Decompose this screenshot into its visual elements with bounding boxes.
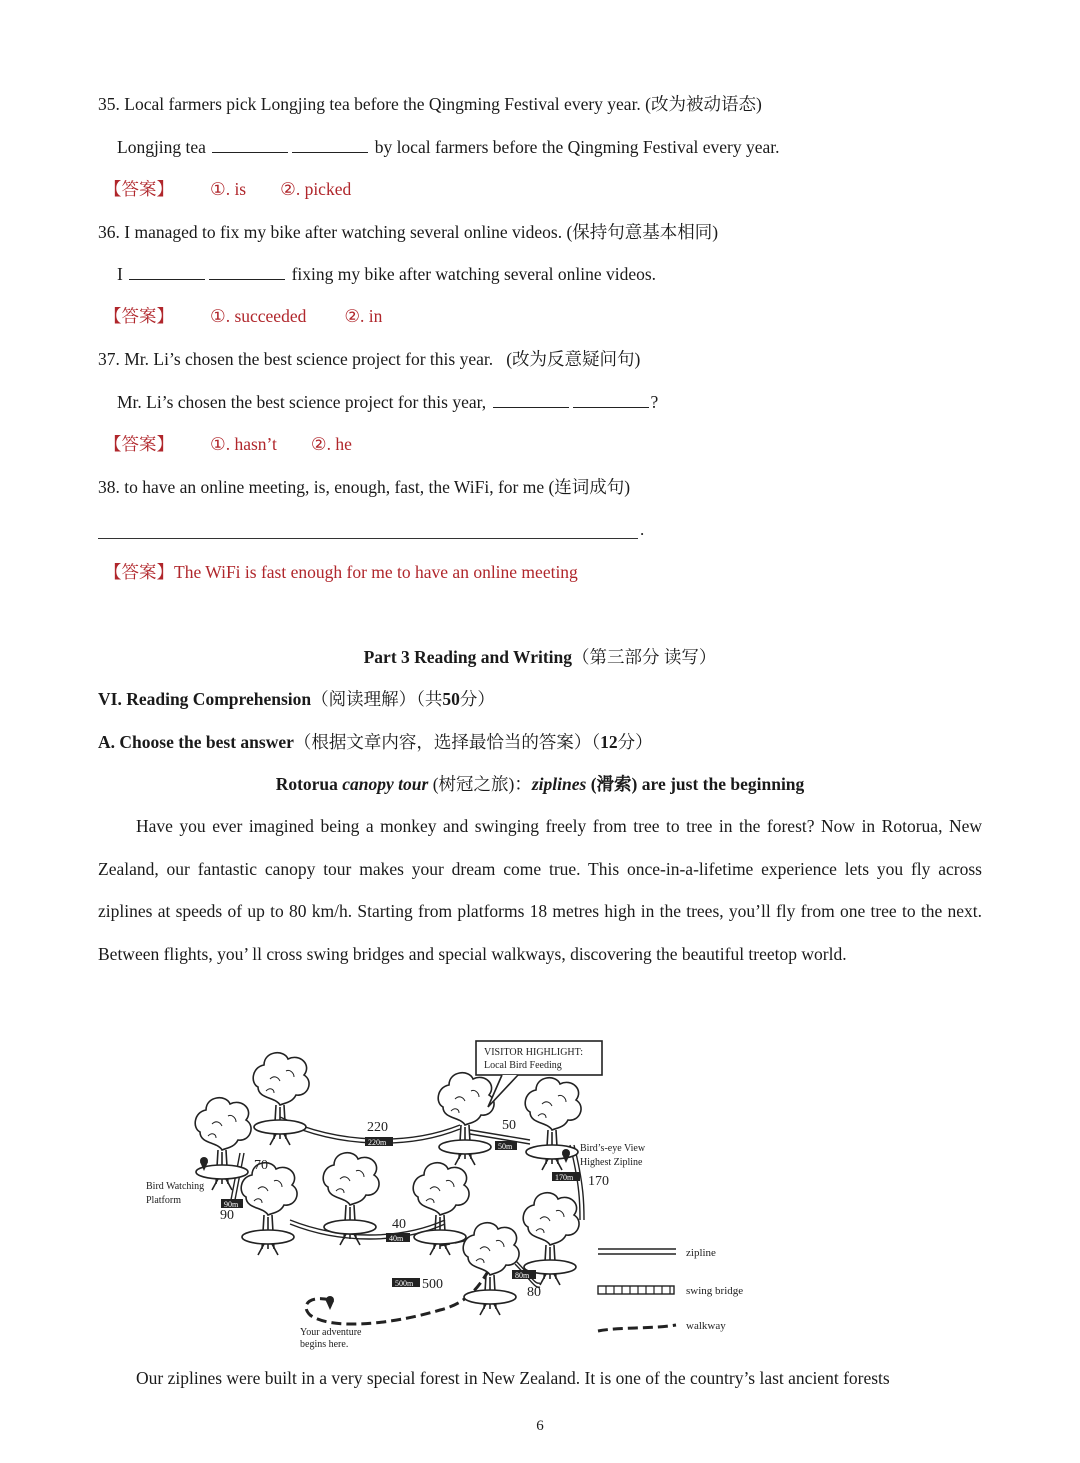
q35-blank-2[interactable]	[292, 136, 368, 153]
svg-text:VISITOR HIGHLIGHT:: VISITOR HIGHLIGHT:	[484, 1047, 584, 1058]
sectionA-unit: 分）	[617, 732, 653, 752]
article-title-2: canopy tour	[342, 774, 429, 794]
article-paragraph-2: Our ziplines were built in a very special forest in New Zealand. It is one of the country’s last ancient forests	[136, 1368, 890, 1388]
q37-answer-1: ①. hasn’t	[210, 434, 277, 454]
part3-title-en: Part 3 Reading and Writing	[363, 647, 573, 667]
tree-icon	[525, 1078, 581, 1170]
q38-question: 38. to have an online meeting, is, enough, fast, the WiFi, for me (连词成句)	[98, 477, 631, 497]
svg-text:220m: 220m	[368, 1138, 387, 1147]
walkway-path	[306, 1255, 500, 1324]
svg-text:Highest Zipline: Highest Zipline	[580, 1157, 643, 1168]
svg-text:50m: 50m	[498, 1142, 513, 1151]
q38-answer-line[interactable]	[98, 538, 638, 539]
svg-text:Platform: Platform	[146, 1195, 181, 1206]
svg-text:40m: 40m	[389, 1234, 404, 1243]
q37-prefix: Mr. Li’s chosen the best science project for this year,	[117, 392, 487, 412]
tree-icon	[241, 1163, 297, 1255]
q37-answer-2: ②. he	[310, 434, 352, 454]
q37-suffix: ?	[650, 392, 659, 412]
q37-fill-line	[117, 391, 658, 413]
tree-icon	[253, 1053, 309, 1145]
q36-question: 36. I managed to fix my bike after watching several online videos. (保持句意基本相同)	[98, 222, 719, 242]
tree-icon	[413, 1163, 469, 1255]
q37-blank-2[interactable]	[573, 391, 649, 408]
map-legend	[598, 1247, 743, 1332]
svg-text:170: 170	[588, 1174, 609, 1189]
part3-title-cn: （第三部分 读写）	[572, 647, 717, 667]
answer-tag: 【答案】	[104, 562, 174, 582]
sectionA-score: 12	[600, 732, 618, 752]
q36-fill-line	[117, 263, 656, 285]
svg-text:Bird’s-eye View: Bird’s-eye View	[580, 1143, 646, 1154]
q38-answer	[104, 561, 578, 583]
q38-answer-text: The WiFi is fast enough for me to have an online meeting	[174, 562, 578, 582]
svg-text:Local Bird Feeding: Local Bird Feeding	[484, 1060, 562, 1071]
q35-answer-1: ①. is	[210, 179, 247, 199]
canopy-tour-map	[140, 1035, 780, 1355]
part3-title	[0, 646, 1080, 668]
section6-title-en: VI. Reading Comprehension	[98, 689, 312, 709]
svg-text:swing bridge: swing bridge	[686, 1285, 744, 1297]
section6-title	[98, 688, 495, 710]
tree-icon	[438, 1073, 494, 1165]
svg-text:80: 80	[527, 1285, 541, 1300]
article-paragraph-1: Have you ever imagined being a monkey and swinging freely from tree to tree in the forest? Now in Rotorua, New Zealand, our fantastic canopy tour makes your dream come true. This once-in-a-lifetime experience lets you fly across ziplines at speeds of up to 80 km/h. Starting from platforms 18 metres high in the trees, you’ll fly from one tree to the next. Between flights, you’ ll cross swing bridges and special walkways, discovering the beautiful treetop world.	[98, 816, 982, 964]
tree-icon	[463, 1223, 519, 1315]
q35-answer-2: ②. picked	[280, 179, 352, 199]
q38-period: .	[640, 520, 645, 539]
q37-question: 37. Mr. Li’s chosen the best science project for this year. (改为反意疑问句)	[98, 349, 641, 369]
answer-tag: 【答案】	[104, 179, 174, 199]
q36-prefix: I	[117, 264, 123, 284]
svg-text:500: 500	[422, 1277, 443, 1292]
svg-text:80m: 80m	[515, 1271, 530, 1280]
article-title-5: (滑索) are just the beginning	[586, 774, 805, 794]
q35-blank-1[interactable]	[212, 136, 288, 153]
tree-icon	[323, 1153, 379, 1245]
q36-answer-1: ①. succeeded	[210, 306, 307, 326]
svg-text:90m: 90m	[224, 1200, 239, 1209]
q36-answer	[104, 305, 382, 327]
sectionA-title-cn: （根据文章内容，选择最恰当的答案）（	[293, 732, 601, 752]
q37-answer	[104, 433, 352, 455]
svg-text:70: 70	[254, 1158, 268, 1173]
sectionA-title	[98, 731, 653, 753]
svg-text:50: 50	[502, 1118, 516, 1133]
answer-tag: 【答案】	[104, 306, 174, 326]
section6-unit: 分）	[459, 689, 495, 709]
q35-question: 35. Local farmers pick Longjing tea before the Qingming Festival every year. (改为被动语态)	[98, 94, 762, 114]
page-number: 6	[536, 1418, 544, 1434]
q36-blank-2[interactable]	[209, 263, 285, 280]
svg-text:Bird Watching: Bird Watching	[146, 1181, 205, 1192]
svg-text:40: 40	[392, 1217, 406, 1232]
article-title-1: Rotorua	[275, 774, 343, 794]
svg-text:500m: 500m	[395, 1279, 414, 1288]
tree-icon	[195, 1098, 251, 1190]
svg-text:begins here.: begins here.	[300, 1339, 349, 1350]
q35-suffix: by local farmers before the Qingming Festival every year.	[374, 137, 780, 157]
answer-tag: 【答案】	[104, 434, 174, 454]
svg-text:220: 220	[367, 1120, 388, 1135]
svg-text:90: 90	[220, 1208, 234, 1223]
section6-score: 50	[442, 689, 460, 709]
svg-text:walkway: walkway	[686, 1320, 726, 1332]
q35-answer	[104, 178, 351, 200]
article-title	[0, 773, 1080, 795]
svg-text:Your adventure: Your adventure	[300, 1327, 362, 1338]
q35-fill-line	[117, 136, 779, 158]
section6-title-cn: （阅读理解）（共	[311, 689, 443, 709]
q37-blank-1[interactable]	[493, 391, 569, 408]
q36-suffix: fixing my bike after watching several online videos.	[291, 264, 657, 284]
article-title-4: ziplines	[531, 774, 587, 794]
svg-text:170m: 170m	[555, 1173, 574, 1182]
svg-text:zipline: zipline	[686, 1247, 716, 1259]
q36-blank-1[interactable]	[129, 263, 205, 280]
article-title-3: (树冠之旅)：	[428, 774, 532, 794]
sectionA-title-en: A. Choose the best answer	[98, 732, 294, 752]
q35-prefix: Longjing tea	[117, 137, 206, 157]
q36-answer-2: ②. in	[344, 306, 383, 326]
